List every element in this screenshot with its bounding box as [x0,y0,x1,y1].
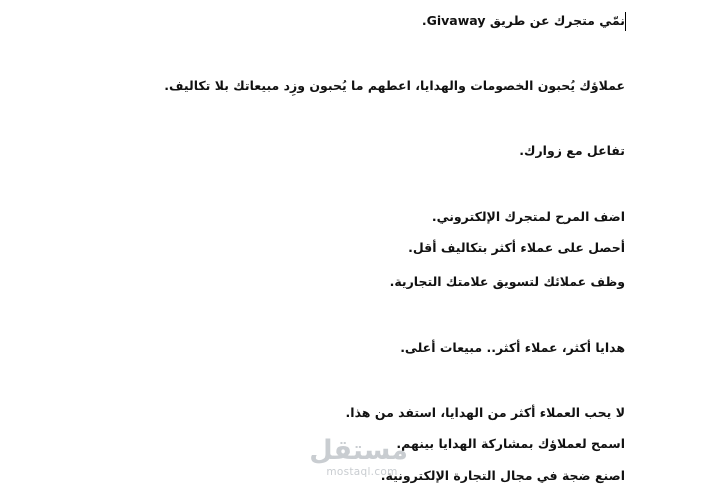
paragraph-line: اضف المرح لمتجرك الإلكتروني. [431,209,625,224]
watermark-arabic: مستقل [309,435,408,466]
watermark-latin: mostaql.com [326,466,398,478]
text-cursor [625,12,626,31]
paragraph-line: اسمح لعملاؤك بمشاركة الهدايا بينهم. [396,436,625,451]
headline-line: نمّي متجرك عن طريق Givaway. [421,13,625,28]
paragraph-line: أحصل على عملاء أكثر بتكاليف أقل. [408,240,625,255]
paragraph-line: عملاؤك يُحبون الخصومات والهدايا، اعطهم ما يُحبون وزِد مبيعاتك بلا تكاليف. [164,78,625,93]
paragraph-line: وظف عملائك لتسويق علامتك التجارية. [389,274,625,289]
mostaql-watermark [309,435,408,482]
paragraph-line: لا يحب العملاء أكثر من الهدايا، استفد من هذا. [345,405,625,420]
paragraph-line: هدايا أكثر، عملاء أكثر.. مبيعات أعلى. [400,340,625,355]
paragraph-line: اصنع ضجة في مجال التجارة الإلكترونية. [380,468,625,483]
paragraph-line: تفاعل مع زوارك. [519,143,625,158]
